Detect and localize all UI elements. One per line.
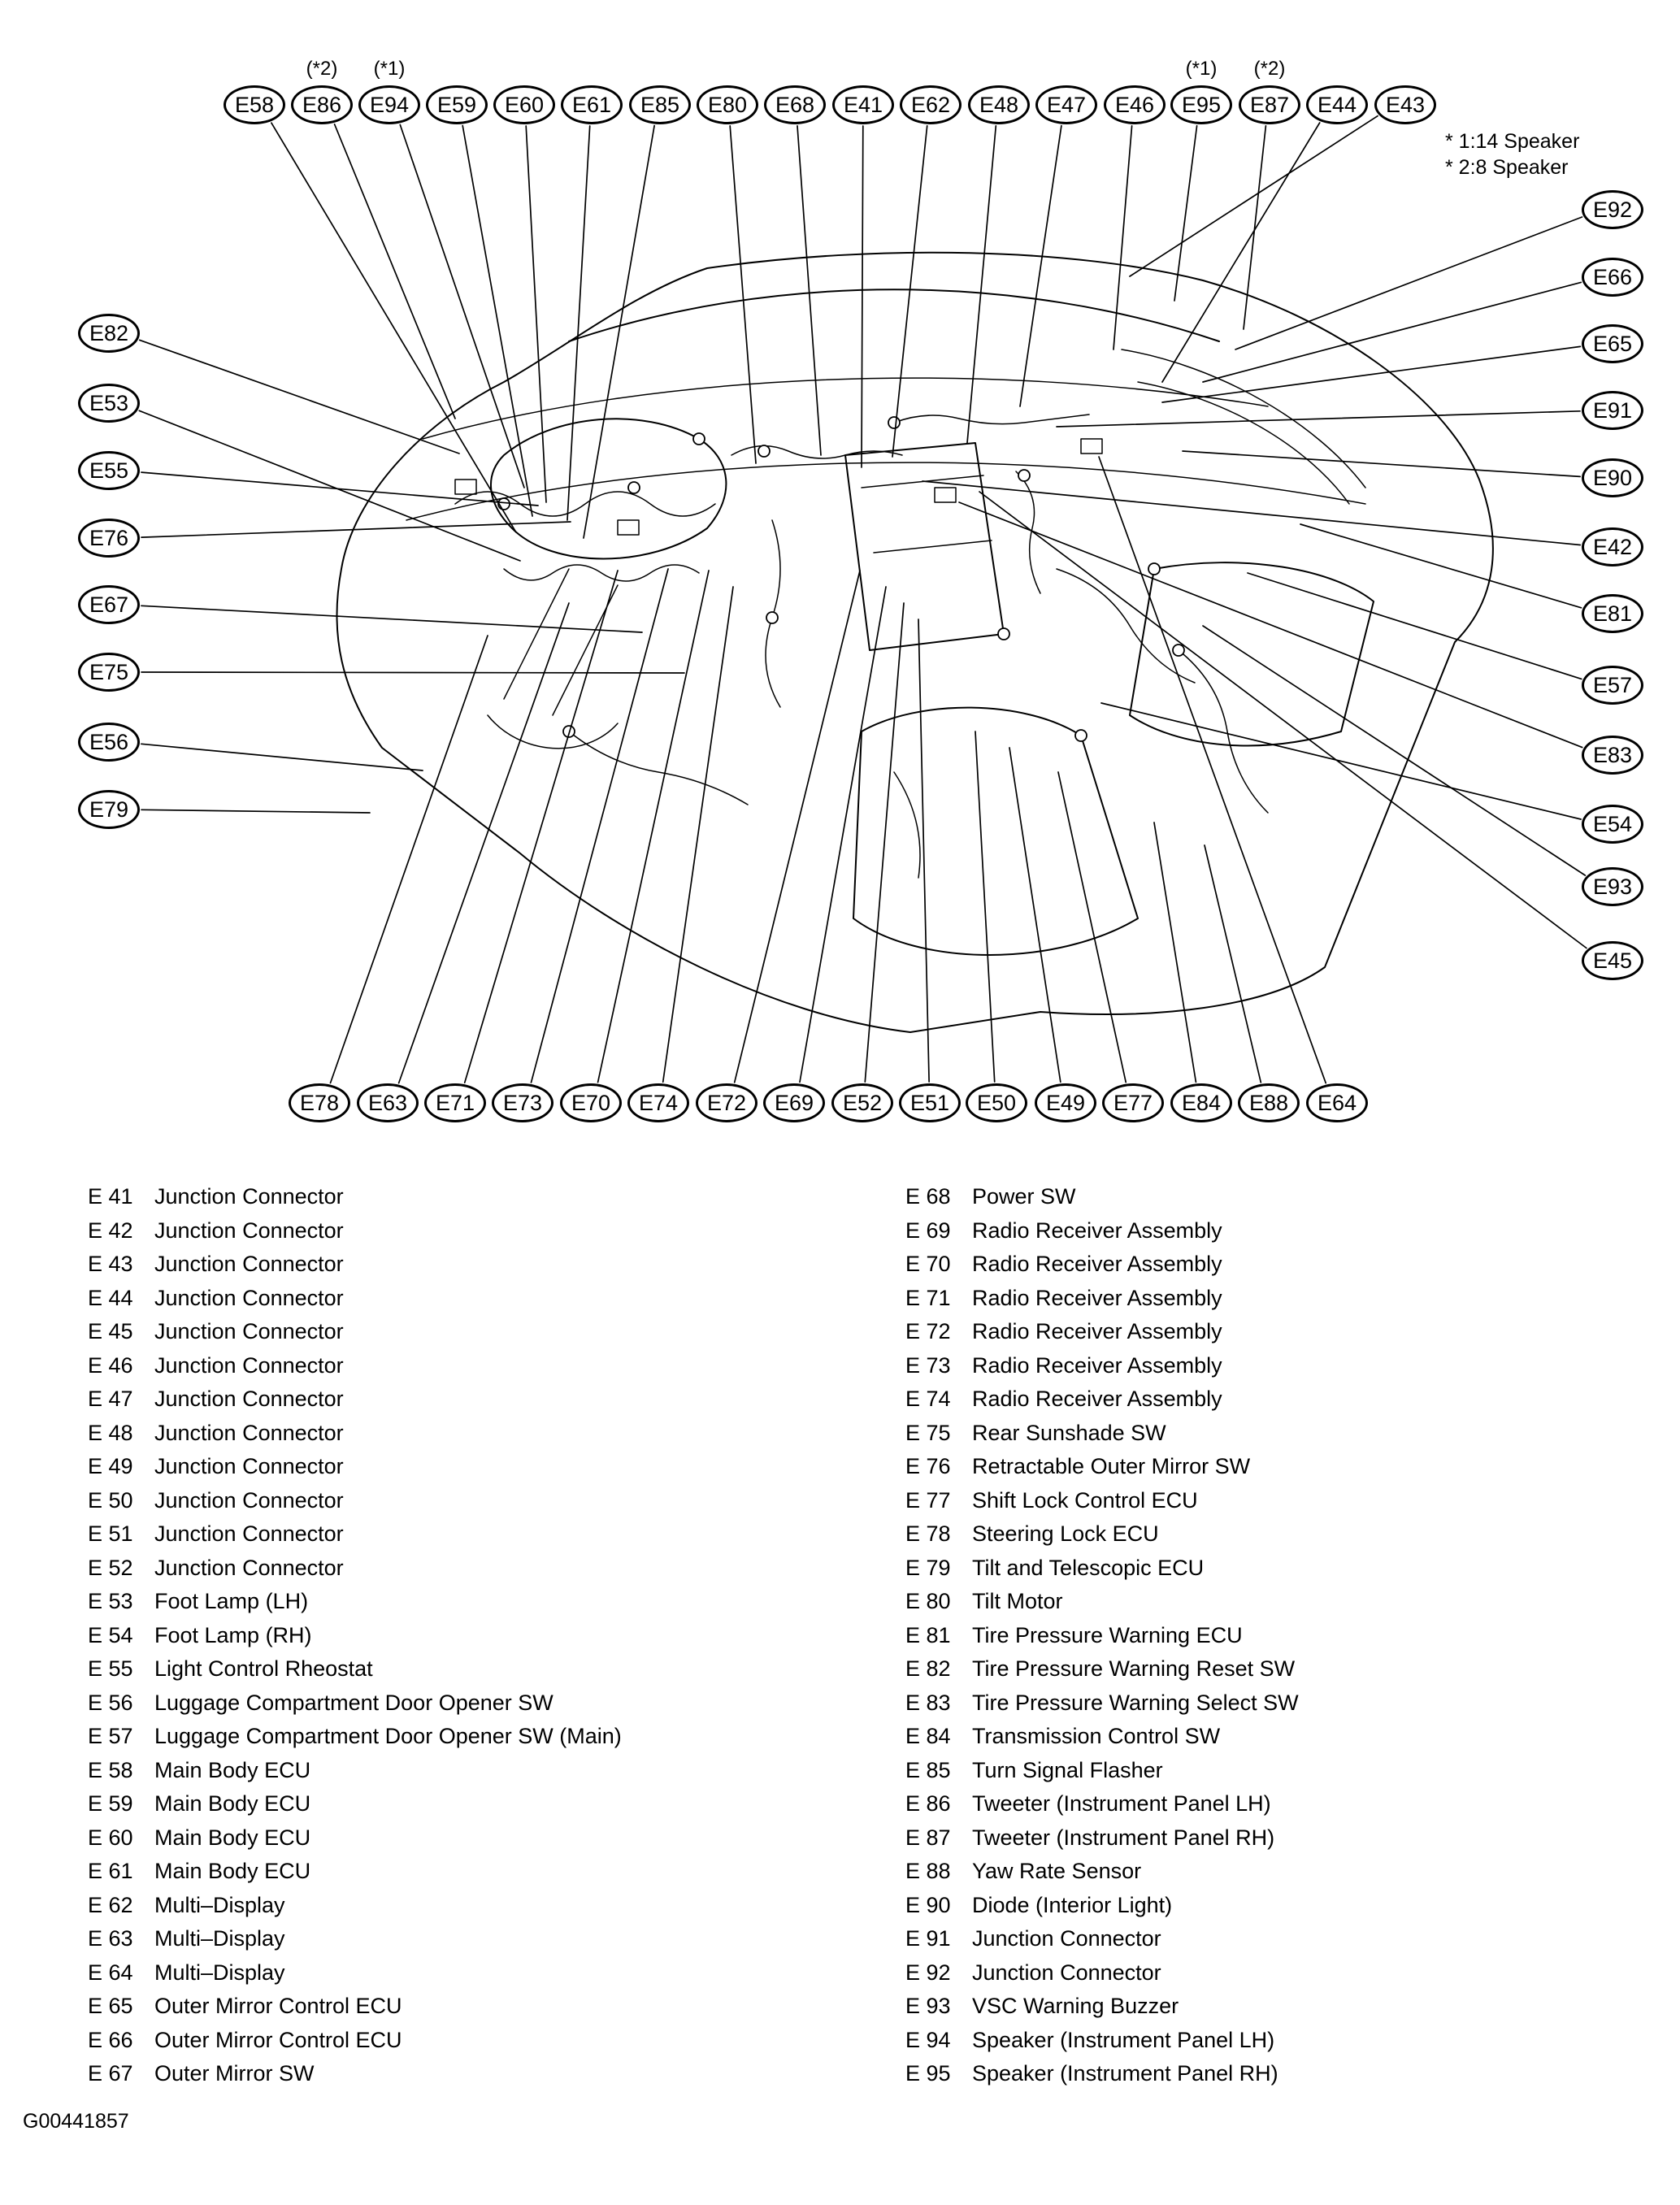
callout-e72: E72 (696, 1083, 758, 1122)
legend-desc: Speaker (Instrument Panel LH) (972, 2027, 1275, 2052)
legend-row-e48 (88, 1417, 622, 1451)
legend-row-e93 (905, 1990, 1299, 2024)
leader-line-e56 (141, 744, 423, 770)
leader-line-e82 (140, 340, 459, 454)
callout-e80: E80 (697, 85, 758, 124)
legend-desc: Tilt and Telescopic ECU (972, 1555, 1205, 1580)
legend-row-e45 (88, 1315, 622, 1349)
legend-desc: Outer Mirror SW (154, 2061, 315, 2086)
legend-row-e92 (905, 1956, 1299, 1990)
legend-code: E 86 (905, 1791, 951, 1816)
legend-row-e44 (88, 1282, 622, 1316)
legend-desc: Shift Lock Control ECU (972, 1487, 1198, 1513)
legend-desc: Junction Connector (154, 1285, 344, 1310)
legend-code: E 76 (905, 1454, 951, 1478)
callout-e42: E42 (1582, 527, 1643, 566)
leader-line-e41 (862, 126, 863, 467)
leader-line-e61 (567, 126, 590, 520)
legend-code: E 60 (88, 1825, 133, 1850)
legend-code: E 55 (88, 1656, 133, 1681)
legend-row-e86 (905, 1787, 1299, 1821)
callout-e64: E64 (1306, 1083, 1368, 1122)
legend-row-e52 (88, 1552, 622, 1586)
legend-desc: Multi–Display (154, 1960, 285, 1985)
legend-desc: Junction Connector (154, 1555, 344, 1580)
callout-e76: E76 (78, 519, 140, 558)
callout-e81: E81 (1582, 594, 1643, 633)
legend-row-e49 (88, 1450, 622, 1484)
leader-line-e92 (1235, 217, 1582, 349)
leader-line-e48 (967, 126, 996, 443)
leader-line-e45 (979, 492, 1587, 948)
legend-desc: Steering Lock ECU (972, 1521, 1159, 1546)
callout-e77: E77 (1102, 1083, 1164, 1122)
legend-desc: Junction Connector (154, 1420, 344, 1445)
legend-desc: Junction Connector (154, 1319, 344, 1343)
legend-desc: Junction Connector (154, 1521, 344, 1546)
callout-e90: E90 (1582, 458, 1643, 497)
leader-line-e43 (1130, 116, 1378, 276)
legend-row-e65 (88, 1990, 622, 2024)
legend-code: E 94 (905, 2027, 951, 2052)
legend-code: E 42 (88, 1218, 133, 1243)
legend-desc: Light Control Rheostat (154, 1656, 373, 1681)
leader-line-e58 (271, 123, 516, 532)
legend-desc: Junction Connector (972, 1926, 1161, 1951)
legend-code: E 84 (905, 1724, 951, 1748)
leader-line-e62 (892, 126, 927, 457)
callout-e79: E79 (78, 790, 140, 829)
figure-id: G00441857 (23, 2110, 129, 2133)
legend-row-e60 (88, 1821, 622, 1856)
callout-e87: E87 (1239, 85, 1300, 124)
legend-code: E 59 (88, 1791, 133, 1816)
callout-e44: E44 (1306, 85, 1368, 124)
callout-e56: E56 (78, 723, 140, 762)
legend-desc: Radio Receiver Assembly (972, 1252, 1222, 1276)
callout-e82: E82 (78, 314, 140, 353)
callout-e92: E92 (1582, 190, 1643, 229)
legend-code: E 70 (905, 1252, 951, 1276)
legend-code: E 77 (905, 1487, 951, 1513)
legend-desc: Tire Pressure Warning Reset SW (972, 1656, 1296, 1681)
legend-row-e47 (88, 1382, 622, 1417)
legend-code: E 92 (905, 1960, 951, 1985)
legend-desc: Yaw Rate Sensor (972, 1859, 1142, 1883)
callout-e51: E51 (899, 1083, 961, 1122)
legend-desc: Foot Lamp (LH) (154, 1589, 309, 1613)
leader-line-e67 (141, 606, 642, 632)
leader-line-e76 (141, 522, 571, 537)
leader-line-e79 (141, 810, 370, 813)
legend-row-e55 (88, 1652, 622, 1686)
callout-e93: E93 (1582, 867, 1643, 906)
legend-code: E 80 (905, 1589, 951, 1613)
leader-line-e59 (462, 126, 532, 516)
legend-row-e85 (905, 1754, 1299, 1788)
legend-code: E 78 (905, 1521, 951, 1546)
legend-desc: Tire Pressure Warning ECU (972, 1622, 1243, 1647)
legend-code: E 63 (88, 1926, 133, 1951)
legend-row-e95 (905, 2057, 1299, 2091)
legend-row-e79 (905, 1552, 1299, 1586)
legend-code: E 82 (905, 1656, 951, 1681)
star-marker-e87: (*2) (1253, 58, 1286, 80)
callout-e50: E50 (966, 1083, 1027, 1122)
legend-row-e70 (905, 1248, 1299, 1282)
legend-desc: Main Body ECU (154, 1791, 311, 1816)
legend-desc: Junction Connector (154, 1487, 344, 1513)
callout-e48: E48 (968, 85, 1030, 124)
leader-line-e63 (399, 603, 569, 1083)
legend-row-e94 (905, 2024, 1299, 2058)
leader-line-e94 (400, 125, 524, 488)
legend-row-e75 (905, 1417, 1299, 1451)
callout-e53: E53 (78, 384, 140, 423)
callout-e75: E75 (78, 653, 140, 692)
legend-row-e77 (905, 1484, 1299, 1518)
legend-code: E 83 (905, 1690, 951, 1715)
legend-row-e64 (88, 1956, 622, 1990)
leader-line-e93 (1203, 626, 1585, 875)
leader-line-e44 (1162, 123, 1320, 382)
legend-code: E 85 (905, 1757, 951, 1782)
legend-row-e46 (88, 1349, 622, 1383)
legend-code: E 53 (88, 1589, 133, 1613)
leader-line-e77 (1058, 772, 1126, 1083)
leader-line-e52 (865, 603, 904, 1082)
callout-e91: E91 (1582, 391, 1643, 430)
legend-column-left (88, 1180, 622, 2091)
legend-row-e87 (905, 1821, 1299, 1856)
callout-e84: E84 (1170, 1083, 1232, 1122)
legend-row-e80 (905, 1585, 1299, 1619)
leader-line-e84 (1154, 823, 1196, 1082)
legend-desc: Luggage Compartment Door Opener SW (Main) (154, 1724, 622, 1748)
leader-line-e87 (1244, 126, 1265, 329)
legend-desc: Tilt Motor (972, 1589, 1063, 1613)
callout-e66: E66 (1582, 258, 1643, 297)
legend-row-e73 (905, 1349, 1299, 1383)
legend-desc: Outer Mirror Control ECU (154, 1994, 402, 2018)
leader-line-e57 (1248, 573, 1582, 679)
legend-desc: Junction Connector (154, 1387, 344, 1411)
callout-e65: E65 (1582, 324, 1643, 363)
legend-code: E 44 (88, 1285, 133, 1310)
legend-code: E 41 (88, 1184, 133, 1209)
callout-e54: E54 (1582, 805, 1643, 844)
legend-row-e84 (905, 1720, 1299, 1754)
callout-e43: E43 (1374, 85, 1436, 124)
leader-line-e90 (1183, 451, 1580, 476)
legend-code: E 46 (88, 1352, 133, 1378)
leader-line-e86 (335, 124, 455, 419)
callout-e60: E60 (493, 85, 555, 124)
legend-row-e74 (905, 1382, 1299, 1417)
callout-e55: E55 (78, 451, 140, 490)
star-marker-e86: (*2) (306, 58, 338, 80)
leader-line-e60 (526, 126, 546, 502)
callout-e88: E88 (1238, 1083, 1300, 1122)
legend-desc: Turn Signal Flasher (972, 1757, 1163, 1782)
leader-line-e49 (1009, 748, 1061, 1082)
legend-code: E 87 (905, 1825, 951, 1850)
legend-code: E 54 (88, 1622, 133, 1647)
callout-e63: E63 (357, 1083, 419, 1122)
legend-desc: Tweeter (Instrument Panel RH) (972, 1825, 1275, 1850)
legend-row-e83 (905, 1686, 1299, 1721)
leader-line-e74 (663, 587, 733, 1082)
callout-e78: E78 (289, 1083, 350, 1122)
star-marker-e94: (*1) (373, 58, 406, 80)
legend-row-e42 (88, 1214, 622, 1248)
leader-line-e81 (1300, 524, 1582, 608)
note-line-1: * 1:14 Speaker (1445, 130, 1580, 153)
legend-desc: Junction Connector (154, 1352, 344, 1378)
legend-desc: Junction Connector (972, 1960, 1161, 1985)
legend-code: E 81 (905, 1622, 951, 1647)
leader-line-e78 (331, 636, 488, 1083)
legend-row-e90 (905, 1889, 1299, 1923)
legend-row-e88 (905, 1855, 1299, 1889)
legend-row-e41 (88, 1180, 622, 1214)
callout-e74: E74 (627, 1083, 689, 1122)
callout-e46: E46 (1104, 85, 1166, 124)
legend-code: E 93 (905, 1994, 951, 2018)
callout-e69: E69 (763, 1083, 825, 1122)
legend-code: E 66 (88, 2027, 133, 2052)
legend-desc: Multi–Display (154, 1892, 285, 1917)
legend-code: E 49 (88, 1454, 133, 1478)
legend-desc: Tire Pressure Warning Select SW (972, 1690, 1299, 1715)
legend-code: E 62 (88, 1892, 133, 1917)
leader-line-e91 (1057, 411, 1580, 427)
legend-desc: Rear Sunshade SW (972, 1420, 1166, 1445)
legend-code: E 95 (905, 2061, 951, 2086)
legend-row-e61 (88, 1855, 622, 1889)
legend-desc: Radio Receiver Assembly (972, 1352, 1222, 1378)
callout-e62: E62 (900, 85, 962, 124)
legend-code: E 72 (905, 1319, 951, 1343)
legend-row-e69 (905, 1214, 1299, 1248)
legend-row-e67 (88, 2057, 622, 2091)
legend-desc: Foot Lamp (RH) (154, 1622, 312, 1647)
leader-line-e85 (584, 126, 654, 538)
leader-line-e95 (1174, 126, 1197, 301)
legend-desc: Radio Receiver Assembly (972, 1218, 1222, 1243)
legend-code: E 50 (88, 1487, 133, 1513)
legend-code: E 64 (88, 1960, 133, 1985)
legend-desc: Junction Connector (154, 1184, 344, 1209)
legend-desc: Multi–Display (154, 1926, 285, 1951)
legend-row-e81 (905, 1619, 1299, 1653)
legend-desc: Power SW (972, 1184, 1076, 1209)
leader-line-e69 (800, 587, 886, 1082)
leader-line-e83 (959, 502, 1582, 748)
legend-desc: Radio Receiver Assembly (972, 1319, 1222, 1343)
legend-code: E 57 (88, 1724, 133, 1748)
callout-e70: E70 (560, 1083, 622, 1122)
legend-row-e50 (88, 1484, 622, 1518)
legend-desc: Luggage Compartment Door Opener SW (154, 1690, 553, 1715)
leader-line-e64 (1099, 457, 1326, 1083)
legend-code: E 52 (88, 1555, 133, 1580)
legend-row-e59 (88, 1787, 622, 1821)
legend-row-e63 (88, 1922, 622, 1956)
callout-e94: E94 (358, 85, 420, 124)
star-marker-e95: (*1) (1185, 58, 1218, 80)
legend-code: E 58 (88, 1757, 133, 1782)
legend-code: E 45 (88, 1319, 133, 1343)
legend-desc: Radio Receiver Assembly (972, 1387, 1222, 1411)
legend-row-e78 (905, 1517, 1299, 1552)
leader-line-e71 (465, 571, 618, 1083)
legend-desc: Outer Mirror Control ECU (154, 2027, 402, 2052)
legend-desc: Transmission Control SW (972, 1724, 1221, 1748)
leader-line-e42 (922, 481, 1580, 545)
legend-desc: VSC Warning Buzzer (972, 1994, 1179, 2018)
callout-e58: E58 (224, 85, 285, 124)
legend-row-e57 (88, 1720, 622, 1754)
legend-code: E 75 (905, 1420, 951, 1445)
legend-code: E 69 (905, 1218, 951, 1243)
legend-code: E 61 (88, 1859, 133, 1883)
leader-lines (139, 116, 1587, 1083)
legend-desc: Junction Connector (154, 1454, 344, 1478)
legend-code: E 88 (905, 1859, 951, 1883)
callout-e85: E85 (629, 85, 691, 124)
leader-line-e66 (1203, 282, 1581, 382)
legend-code: E 67 (88, 2061, 133, 2086)
legend-desc: Main Body ECU (154, 1859, 311, 1883)
legend-row-e71 (905, 1282, 1299, 1316)
legend-code: E 68 (905, 1184, 951, 1209)
callout-e95: E95 (1170, 85, 1232, 124)
legend-row-e58 (88, 1754, 622, 1788)
leader-line-e75 (141, 672, 684, 673)
callout-e61: E61 (561, 85, 623, 124)
legend-code: E 71 (905, 1285, 951, 1310)
legend-row-e66 (88, 2024, 622, 2058)
legend-row-e68 (905, 1180, 1299, 1214)
legend-code: E 65 (88, 1994, 133, 2018)
leader-line-e51 (918, 619, 929, 1082)
leader-line-e53 (139, 410, 520, 561)
leader-line-e70 (598, 571, 709, 1083)
callout-e41: E41 (832, 85, 894, 124)
legend-row-e43 (88, 1248, 622, 1282)
legend-code: E 73 (905, 1352, 951, 1378)
legend-row-e76 (905, 1450, 1299, 1484)
legend-desc: Junction Connector (154, 1252, 344, 1276)
leader-line-e73 (532, 569, 669, 1083)
callout-e49: E49 (1035, 1083, 1096, 1122)
legend-column-right (905, 1180, 1299, 2091)
callout-e68: E68 (764, 85, 826, 124)
legend-code: E 74 (905, 1387, 951, 1411)
callout-e86: E86 (291, 85, 353, 124)
legend-code: E 43 (88, 1252, 133, 1276)
legend-row-e91 (905, 1922, 1299, 1956)
legend-row-e53 (88, 1585, 622, 1619)
legend-row-e82 (905, 1652, 1299, 1686)
callout-e83: E83 (1582, 736, 1643, 775)
leader-line-e46 (1113, 126, 1132, 349)
legend-desc: Diode (Interior Light) (972, 1892, 1173, 1917)
leader-line-e50 (975, 731, 995, 1082)
legend-desc: Radio Receiver Assembly (972, 1285, 1222, 1310)
legend-row-e56 (88, 1686, 622, 1721)
callout-e67: E67 (78, 585, 140, 624)
legend-desc: Speaker (Instrument Panel RH) (972, 2061, 1278, 2086)
note-line-2: * 2:8 Speaker (1445, 156, 1569, 179)
leader-line-e68 (797, 126, 821, 455)
legend-desc: Junction Connector (154, 1218, 344, 1243)
speaker-notes (1445, 128, 1579, 180)
leader-line-e80 (730, 126, 756, 463)
callout-e59: E59 (426, 85, 488, 124)
leader-line-e54 (1101, 703, 1581, 819)
leader-line-e72 (735, 571, 860, 1083)
callout-e73: E73 (492, 1083, 553, 1122)
legend-code: E 91 (905, 1926, 951, 1951)
legend-row-e54 (88, 1619, 622, 1653)
legend-desc: Main Body ECU (154, 1825, 311, 1850)
callout-e45: E45 (1582, 941, 1643, 980)
callout-e57: E57 (1582, 666, 1643, 705)
leader-line-e65 (1162, 346, 1580, 402)
legend-code: E 51 (88, 1521, 133, 1546)
leader-line-e55 (141, 472, 538, 506)
callout-e52: E52 (831, 1083, 893, 1122)
legend-code: E 47 (88, 1387, 133, 1411)
legend-row-e62 (88, 1889, 622, 1923)
legend-code: E 79 (905, 1555, 951, 1580)
legend-code: E 56 (88, 1690, 133, 1715)
dashboard-line-art (336, 253, 1492, 1032)
legend-desc: Retractable Outer Mirror SW (972, 1454, 1251, 1478)
callout-e47: E47 (1035, 85, 1097, 124)
legend-desc: Main Body ECU (154, 1757, 311, 1782)
legend-row-e51 (88, 1517, 622, 1552)
legend-code: E 48 (88, 1420, 133, 1445)
legend-code: E 90 (905, 1892, 951, 1917)
leader-line-e88 (1205, 845, 1261, 1083)
legend-desc: Tweeter (Instrument Panel LH) (972, 1791, 1271, 1816)
callout-e71: E71 (424, 1083, 486, 1122)
legend-row-e72 (905, 1315, 1299, 1349)
leader-line-e47 (1020, 126, 1061, 406)
